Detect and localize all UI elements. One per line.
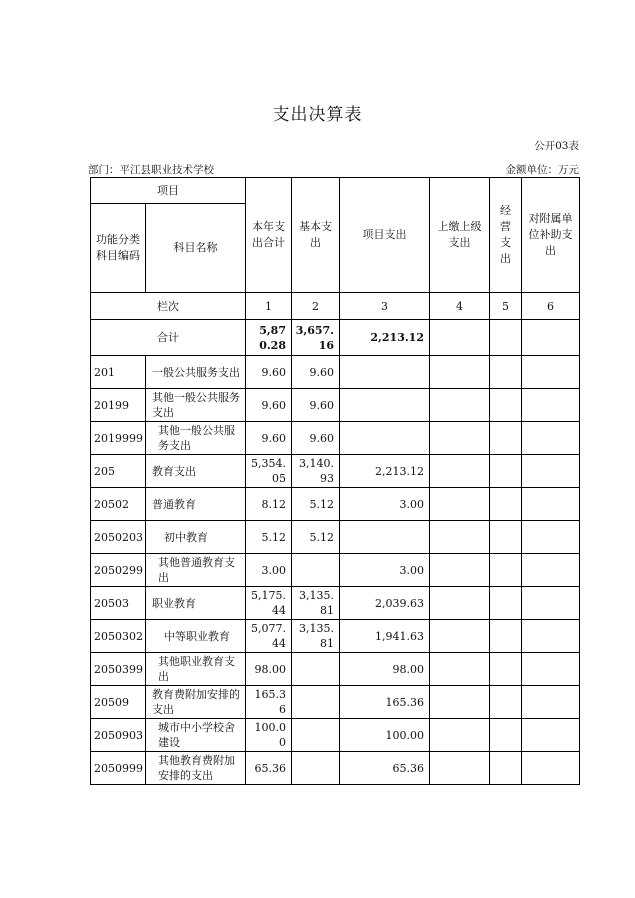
row-basic: 3,135.81 — [292, 620, 340, 653]
row-total: 3.00 — [246, 554, 292, 587]
row-basic — [292, 719, 340, 752]
empty-cell — [490, 422, 522, 455]
table-row — [91, 389, 580, 422]
empty-cell — [430, 620, 490, 653]
row-name: 初中教育 — [146, 521, 246, 554]
column-index: 6 — [522, 293, 580, 320]
row-name: 中等职业教育 — [146, 620, 246, 653]
sum-row-label: 合计 — [91, 320, 246, 356]
empty-cell — [430, 653, 490, 686]
table-row — [91, 455, 580, 488]
unit-label: 金额单位：万元 — [505, 164, 579, 176]
row-name: 其他职业教育支出 — [146, 653, 246, 686]
header-item: 项目 — [91, 178, 246, 204]
row-name: 一般公共服务支出 — [146, 356, 246, 389]
header-func-code: 功能分类科目编码 — [91, 204, 146, 293]
row-code: 2050399 — [91, 653, 146, 686]
empty-cell — [430, 719, 490, 752]
empty-cell — [490, 554, 522, 587]
row-basic: 9.60 — [292, 356, 340, 389]
empty-cell — [430, 686, 490, 719]
row-name: 其他一般公共服务支出 — [146, 422, 246, 455]
row-basic — [292, 752, 340, 785]
table-row — [91, 719, 580, 752]
table-row — [91, 488, 580, 521]
empty-cell — [430, 554, 490, 587]
row-code: 2050299 — [91, 554, 146, 587]
row-basic: 3,135.81 — [292, 587, 340, 620]
empty-cell — [490, 389, 522, 422]
department-label: 部门：平江县职业技术学校 — [88, 164, 214, 176]
row-total: 165.36 — [246, 686, 292, 719]
empty-cell — [522, 653, 580, 686]
row-basic — [292, 554, 340, 587]
form-number: 公开03表 — [534, 140, 579, 152]
row-basic: 9.60 — [292, 389, 340, 422]
row-code: 2019999 — [91, 422, 146, 455]
row-project: 3.00 — [340, 488, 430, 521]
row-name: 教育支出 — [146, 455, 246, 488]
row-name: 职业教育 — [146, 587, 246, 620]
row-code: 2050903 — [91, 719, 146, 752]
row-total: 98.00 — [246, 653, 292, 686]
row-total: 100.00 — [246, 719, 292, 752]
empty-cell — [430, 587, 490, 620]
empty-cell — [522, 389, 580, 422]
empty-cell — [430, 356, 490, 389]
row-total: 8.12 — [246, 488, 292, 521]
row-total: 9.60 — [246, 356, 292, 389]
empty-cell — [490, 521, 522, 554]
row-code: 2050999 — [91, 752, 146, 785]
column-index: 1 — [246, 293, 292, 320]
empty-cell — [522, 521, 580, 554]
row-total: 9.60 — [246, 389, 292, 422]
row-basic: 5.12 — [292, 521, 340, 554]
empty-cell — [522, 686, 580, 719]
empty-cell — [522, 356, 580, 389]
table-row — [91, 587, 580, 620]
empty-cell — [430, 422, 490, 455]
row-project — [340, 389, 430, 422]
row-code: 201 — [91, 356, 146, 389]
row-basic: 5.12 — [292, 488, 340, 521]
table-row — [91, 752, 580, 785]
row-project: 2,213.12 — [340, 455, 430, 488]
row-code: 2050203 — [91, 521, 146, 554]
row-project: 3.00 — [340, 554, 430, 587]
row-basic — [292, 686, 340, 719]
table-row — [91, 686, 580, 719]
row-name: 教育费附加安排的支出 — [146, 686, 246, 719]
row-total: 5,354.05 — [246, 455, 292, 488]
empty-cell — [490, 356, 522, 389]
empty-cell — [522, 554, 580, 587]
row-name: 其他一般公共服务支出 — [146, 389, 246, 422]
table-row — [91, 521, 580, 554]
row-project: 100.00 — [340, 719, 430, 752]
header-upper: 上缴上级支出 — [430, 178, 490, 293]
empty-cell — [490, 488, 522, 521]
row-total: 65.36 — [246, 752, 292, 785]
row-code: 2050302 — [91, 620, 146, 653]
empty-cell — [522, 422, 580, 455]
row-project — [340, 356, 430, 389]
empty-cell — [490, 587, 522, 620]
header-subject-name: 科目名称 — [146, 204, 246, 293]
empty-cell — [490, 455, 522, 488]
empty-cell — [522, 488, 580, 521]
header-subsidy: 对附属单位补助支出 — [522, 178, 580, 293]
row-total: 5.12 — [246, 521, 292, 554]
row-total: 5,077.44 — [246, 620, 292, 653]
empty-cell — [430, 488, 490, 521]
row-project: 98.00 — [340, 653, 430, 686]
sum-total: 5,870.28 — [246, 320, 292, 356]
column-index: 4 — [430, 293, 490, 320]
row-code: 20509 — [91, 686, 146, 719]
column-index: 3 — [340, 293, 430, 320]
empty-cell — [490, 653, 522, 686]
row-name: 城市中小学校舍建设 — [146, 719, 246, 752]
empty-cell — [490, 686, 522, 719]
table-row — [91, 554, 580, 587]
row-code: 20502 — [91, 488, 146, 521]
empty-cell — [430, 752, 490, 785]
row-total: 9.60 — [246, 422, 292, 455]
empty-cell — [490, 620, 522, 653]
empty-cell — [522, 752, 580, 785]
empty-cell — [522, 455, 580, 488]
empty-cell — [522, 587, 580, 620]
row-name: 其他普通教育支出 — [146, 554, 246, 587]
row-code: 20199 — [91, 389, 146, 422]
row-code: 205 — [91, 455, 146, 488]
header-business: 经营支出 — [490, 178, 522, 293]
row-name: 其他教育费附加安排的支出 — [146, 752, 246, 785]
row-code: 20503 — [91, 587, 146, 620]
header-project: 项目支出 — [340, 178, 430, 293]
page-title: 支出决算表 — [272, 105, 363, 125]
sum-project: 2,213.12 — [340, 320, 430, 356]
empty-cell — [522, 719, 580, 752]
header-basic: 基本支出 — [292, 178, 340, 293]
empty-cell — [430, 521, 490, 554]
empty-cell — [490, 752, 522, 785]
expenditure-table — [90, 177, 580, 785]
column-index-label: 栏次 — [91, 293, 246, 320]
row-basic: 9.60 — [292, 422, 340, 455]
row-project: 65.36 — [340, 752, 430, 785]
table-row — [91, 653, 580, 686]
empty-cell — [522, 620, 580, 653]
column-index: 5 — [490, 293, 522, 320]
table-row — [91, 356, 580, 389]
empty-cell — [430, 389, 490, 422]
table-row — [91, 620, 580, 653]
row-total: 5,175.44 — [246, 587, 292, 620]
table-row — [91, 422, 580, 455]
empty-cell — [430, 455, 490, 488]
row-project — [340, 422, 430, 455]
empty-cell — [490, 719, 522, 752]
column-index: 2 — [292, 293, 340, 320]
header-total: 本年支出合计 — [246, 178, 292, 293]
row-project — [340, 521, 430, 554]
sum-basic: 3,657.16 — [292, 320, 340, 356]
row-name: 普通教育 — [146, 488, 246, 521]
row-basic — [292, 653, 340, 686]
row-project: 1,941.63 — [340, 620, 430, 653]
row-project: 2,039.63 — [340, 587, 430, 620]
row-project: 165.36 — [340, 686, 430, 719]
row-basic: 3,140.93 — [292, 455, 340, 488]
